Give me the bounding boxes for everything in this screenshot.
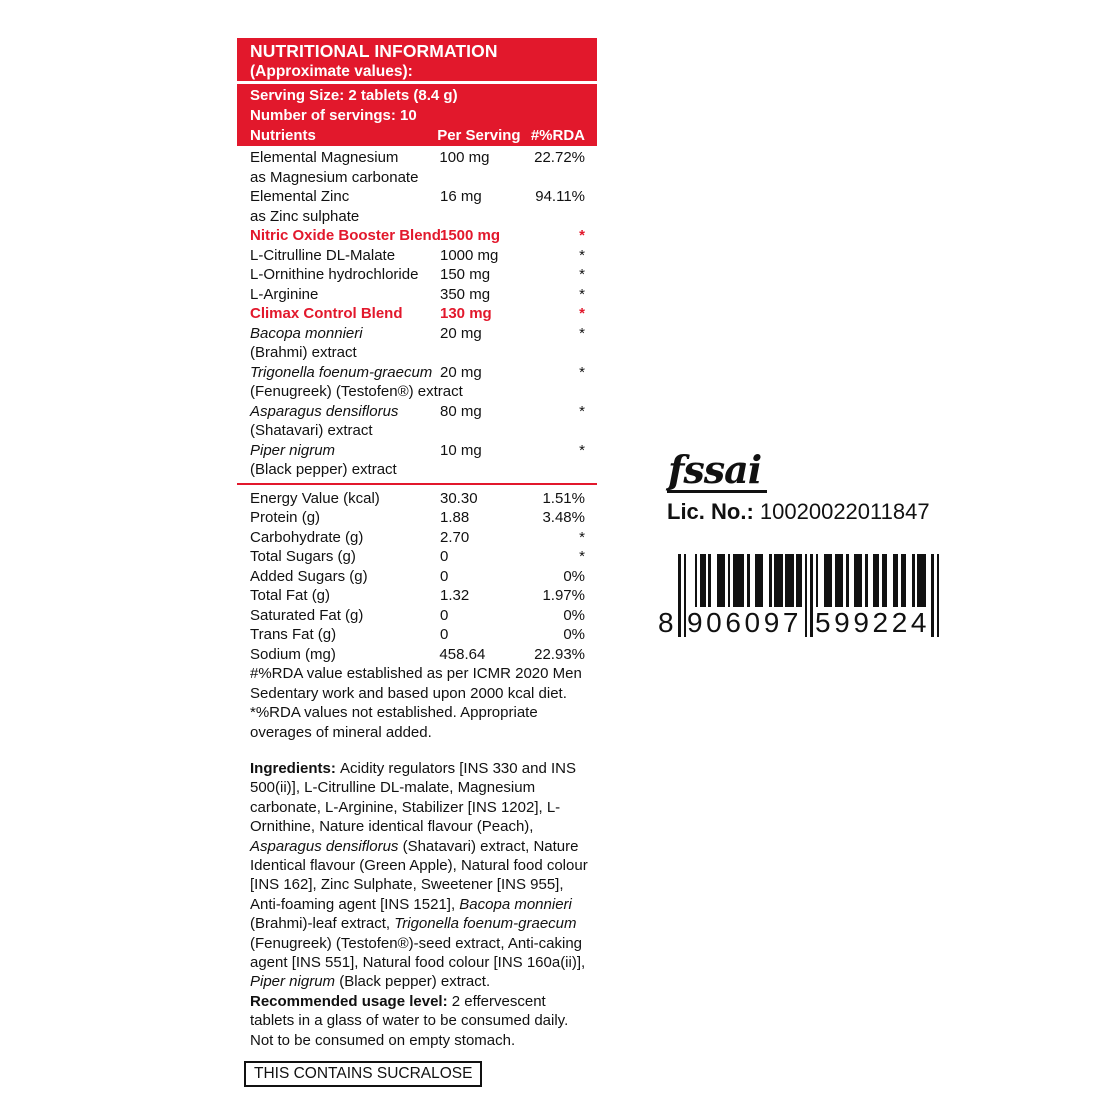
nutrient-rda: 0% [563,626,585,643]
barcode-bar [937,554,940,637]
nutrient-rda: 1.51% [542,489,585,507]
table-row [250,265,585,285]
nutrient-rda: 0% [563,567,585,585]
nutrient-rda: * [579,246,585,264]
nutrient-rda: * [579,528,585,546]
nutrient-amount: 20 mg [440,363,482,381]
nutrient-name: Sodium (mg) [250,645,336,663]
nutrient-amount: 1.32 [440,587,470,604]
table-row [250,586,585,606]
col-per-serving: Per Serving [437,127,521,144]
barcode-bar [854,554,862,607]
table-row [250,441,585,480]
nutrient-name: Added Sugars (g) [250,567,368,585]
nutrient-rda: 0% [563,606,585,624]
nutrient-rda: * [579,266,585,283]
nutrient-name: Energy Value (kcal) [250,489,380,507]
nutrient-name: Protein (g) [250,509,321,526]
table-row [250,645,585,665]
table-row [250,528,585,548]
nutrient-amount: 150 mg [440,266,491,283]
nutrient-rda: * [579,285,585,303]
nutrient-name: Trigonella foenum-graecum [250,363,433,381]
macros-table [237,487,597,665]
col-rda: #%RDA [530,127,585,144]
barcode-bar [678,554,681,637]
barcode-digits-right: 599224 [815,607,931,638]
nutrient-amount: 80 mg [440,402,482,420]
barcode-bar [805,554,808,637]
nutrient-name: Asparagus densiflorus [250,402,399,420]
barcode-bar [733,554,744,607]
col-nutrients: Nutrients [250,127,316,144]
barcode-digits-left: 906097 [687,607,803,638]
table-row [250,547,585,567]
nutrient-name: Piper nigrum [250,441,336,459]
table-row [250,402,585,441]
barcode-bar [912,554,915,607]
red-divider [237,483,597,485]
nutrient-name: Elemental Magnesium [250,149,399,166]
label-title: NUTRITIONAL INFORMATION [250,41,498,61]
nutrition-header [237,38,597,81]
barcode [658,554,948,640]
nutrient-name: Saturated Fat (g) [250,606,364,624]
license-label: Lic. No.: [667,499,754,524]
nutrient-rda: 94.11% [535,188,585,205]
nutrient-rda: 22.93% [534,645,585,663]
nutrient-rda: * [579,305,585,322]
nutrient-amount: 0 [440,567,449,585]
table-row [250,508,585,528]
table-row [250,246,585,266]
barcode-bar [810,554,813,637]
table-row [250,226,585,246]
nutrient-name: Total Fat (g) [250,587,331,604]
table-row [250,285,585,305]
nutrient-amount: 100 mg [439,149,490,166]
nutrient-amount: 350 mg [440,285,491,303]
barcode-bar [882,554,888,607]
nutrient-name: L-Arginine [250,285,319,303]
nutrient-rda: * [579,441,585,459]
nutrient-amount: 1500 mg [440,227,501,244]
nutrient-amount: 10 mg [440,441,482,459]
nutrient-rda: 3.48% [542,509,585,526]
nutrient-amount: 0 [440,626,449,643]
column-header-row [250,126,585,146]
footnote-asterisk: *%RDA values not established. Appropriate overages of mineral added. [250,704,538,741]
license-number: 10020022011847 [759,499,930,524]
serving-size: Serving Size: 2 tablets (8.4 g) [250,87,458,104]
usage-paragraph: Recommended usage level: 2 effervescent tablets in a glass of water to be consumed daily. Not to be consumed on empty stomach. [250,992,569,1049]
nutrient-amount: 1000 mg [440,246,499,264]
table-row [250,187,585,226]
barcode-bar [755,554,763,607]
table-row [250,148,585,187]
nutrient-subname: (Brahmi) extract [250,344,357,361]
barcode-bar [893,554,899,607]
nutrient-subname: (Black pepper) extract [250,461,397,478]
label-subtitle: (Approximate values): [250,63,413,80]
nutrient-amount: 20 mg [440,324,482,342]
nutrient-name: Elemental Zinc [250,188,350,205]
nutrient-subname: as Magnesium carbonate [250,168,419,186]
barcode-bar [700,554,706,607]
nutrient-name: Nitric Oxide Booster Blend [250,227,441,244]
nutrient-subname: (Fenugreek) (Testofen®) extract [250,383,463,400]
barcode-bar [824,554,832,607]
servings-count: Number of servings: 10 [250,107,417,124]
barcode-bar [846,554,849,607]
nutrient-rda: * [579,363,585,381]
nutrient-amount: 30.30 [440,489,478,507]
nutrient-name: Total Sugars (g) [250,548,356,565]
barcode-digit-first: 8 [658,607,674,638]
nutrients-table [237,146,597,480]
nutrient-subname: (Shatavari) extract [250,422,373,439]
barcode-bar [901,554,907,607]
barcode-bar [835,554,843,607]
nutrient-rda: * [579,227,585,244]
table-row [250,363,585,402]
barcode-bar [728,554,731,607]
table-row [250,304,585,324]
footnote-rda: #%RDA value established as per ICMR 2020 Men Sedentary work and based upon 2000 kcal diet. [250,665,582,702]
nutrient-rda: * [579,548,585,565]
table-row [250,625,585,645]
table-row [250,606,585,626]
barcode-bar [917,554,925,607]
barcode-bar [769,554,772,607]
nutrient-name: Bacopa monnieri [250,324,363,342]
fssai-license [667,499,930,525]
barcode-bar [695,554,698,607]
barcode-bar [816,554,819,607]
nutrient-name: Carbohydrate (g) [250,528,364,546]
barcode-bar [684,554,687,637]
nutrient-rda: 1.97% [542,587,585,604]
barcode-bar [717,554,725,607]
table-row [250,567,585,587]
barcode-bar [708,554,711,607]
barcode-bar [931,554,934,637]
nutrient-name: Climax Control Blend [250,305,403,322]
serving-info-header [237,84,597,146]
nutrient-amount: 0 [440,606,449,624]
barcode-bar [796,554,802,607]
fssai-logo: fssai [667,451,767,493]
barcode-bar [747,554,750,607]
nutrient-amount: 1.88 [440,509,470,526]
fssai-block [667,447,930,525]
table-row [250,324,585,363]
barcode-bar [785,554,793,607]
nutrient-amount: 2.70 [440,528,470,546]
nutrient-name: L-Citrulline DL-Malate [250,246,396,264]
table-row [250,489,585,509]
barcode-bar [774,554,782,607]
barcode-bar [873,554,879,607]
sucralose-notice: THIS CONTAINS SUCRALOSE [244,1061,482,1087]
nutrient-rda: 22.72% [534,149,585,166]
nutrient-amount: 16 mg [440,188,482,205]
nutrient-subname: as Zinc sulphate [250,207,360,225]
nutrient-rda: * [579,324,585,342]
nutrient-amount: 458.64 [439,645,486,663]
nutrient-amount: 130 mg [440,305,492,322]
nutrition-label [237,38,597,1087]
nutrient-name: L-Ornithine hydrochloride [250,266,419,283]
ingredients-paragraph: Ingredients: Acidity regulators [INS 330 and INS 500(ii)], L-Citrulline DL-malate, Magnesium carbonate, L-Arginine, Stabilizer [INS 1202], L-Ornithine, Nature identical flavour (Peach), Asparagus densiflorus (Shatavari) extract, Nature Identical flavour (Green Apple), Natural food colour [INS 162], Zinc Sulphate, Sweetener [INS 955], Anti-foaming agent [INS 1521], Bacopa monnieri (Brahmi)-leaf extract, Trigonella foenum-graecum (Fenugreek) (Testofen®)-seed extract, Anti-caking agent [INS 551], Natural food colour [INS 160a(ii)], Piper nigrum (Black pepper) extract. [250,760,588,991]
nutrient-rda: * [579,402,585,420]
nutrient-amount: 0 [440,548,449,565]
barcode-bar [865,554,868,607]
footnotes [237,664,597,742]
nutrient-name: Trans Fat (g) [250,626,337,643]
